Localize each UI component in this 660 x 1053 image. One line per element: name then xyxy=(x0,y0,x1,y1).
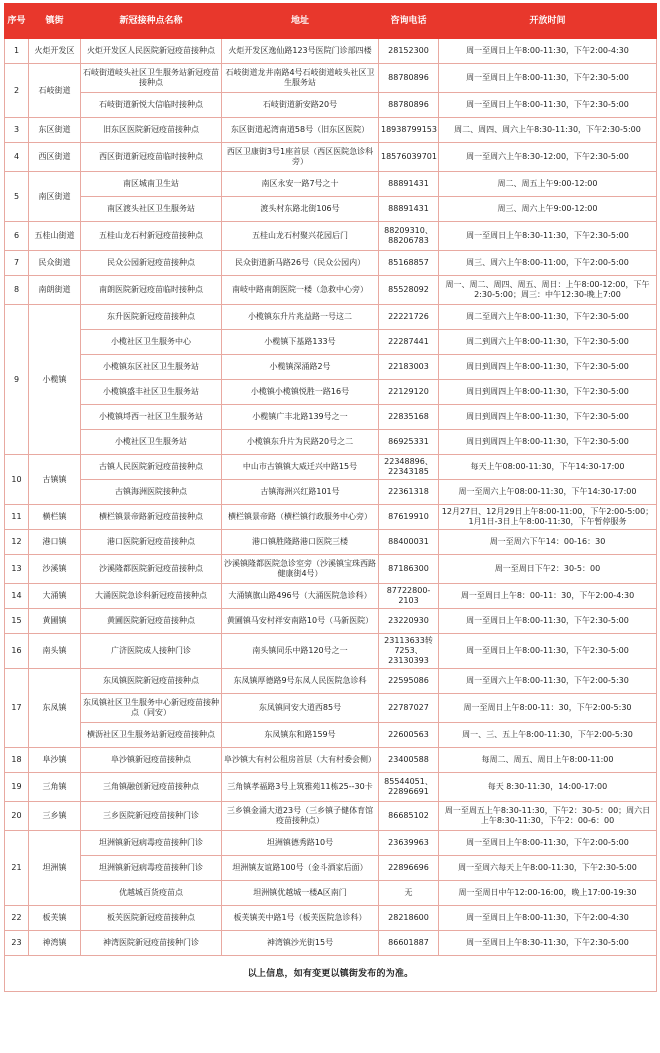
town-cell: 火炬开发区 xyxy=(29,39,81,64)
hours-cell: 周二、周五上午9:00-12:00 xyxy=(439,172,657,197)
town-cell: 东凤镇 xyxy=(29,669,81,748)
seq-cell: 4 xyxy=(5,143,29,172)
phone-cell: 18938799153 xyxy=(379,118,439,143)
phone-cell: 23400588 xyxy=(379,748,439,773)
phone-cell: 无 xyxy=(379,881,439,906)
site-name-cell: 小榄镇埒西一社区卫生服务站 xyxy=(81,405,222,430)
town-cell: 黄圃镇 xyxy=(29,609,81,634)
town-cell: 三角镇 xyxy=(29,773,81,802)
hours-cell: 周一至周日上午8:00-11:30，下午2:00-4:30 xyxy=(439,39,657,64)
seq-cell: 7 xyxy=(5,251,29,276)
hours-cell: 周一至周六上午8:30-12:00，下午2:30-5:00 xyxy=(439,143,657,172)
table-row xyxy=(5,455,657,480)
seq-cell: 13 xyxy=(5,555,29,584)
header-site-name: 新冠接种点名称 xyxy=(81,4,222,39)
seq-cell: 12 xyxy=(5,530,29,555)
vaccination-table-container xyxy=(4,3,656,992)
seq-cell: 21 xyxy=(5,831,29,906)
seq-cell: 19 xyxy=(5,773,29,802)
address-cell: 坦洲镇德秀路10号 xyxy=(222,831,379,856)
phone-cell: 22221726 xyxy=(379,305,439,330)
table-row xyxy=(5,609,657,634)
address-cell: 沙溪镇隆都医院急诊室旁（沙溪镇宝珠西路健康街4号） xyxy=(222,555,379,584)
table-row xyxy=(5,723,657,748)
hours-cell: 周日到周四上午8:00-11:30，下午2:30-5:00 xyxy=(439,405,657,430)
table-row xyxy=(5,856,657,881)
phone-cell: 22896696 xyxy=(379,856,439,881)
hours-cell: 周一、周二、周四、周五、周日：上午8:00-12:00，下午2:30-5:00；周三：中午12:30-晚上7:00 xyxy=(439,276,657,305)
table-row xyxy=(5,64,657,93)
hours-cell: 周一至周六上午8:00-11:30，下午2:00-5:30 xyxy=(439,669,657,694)
table-header-row xyxy=(5,4,657,39)
site-name-cell: 东凤镇社区卫生服务中心新冠疫苗接种点（同安） xyxy=(81,694,222,723)
phone-cell: 88400031 xyxy=(379,530,439,555)
table-row xyxy=(5,305,657,330)
site-name-cell: 横栏镇景帝路新冠疫苗接种点 xyxy=(81,505,222,530)
header-phone: 咨询电话 xyxy=(379,4,439,39)
hours-cell: 周一至周日上午8:00-11:30，下午2:00-5:00 xyxy=(439,831,657,856)
table-row xyxy=(5,505,657,530)
phone-cell: 86601887 xyxy=(379,931,439,956)
table-row xyxy=(5,355,657,380)
hours-cell: 每天 8:30-11:30，14:00-17:00 xyxy=(439,773,657,802)
hours-cell: 周三、周六上午8:00-11:00，下午2:00-5:00 xyxy=(439,251,657,276)
phone-cell: 88780896 xyxy=(379,93,439,118)
phone-cell: 86685102 xyxy=(379,802,439,831)
site-name-cell: 黄圃医院新冠疫苗接种点 xyxy=(81,609,222,634)
hours-cell: 周一至周日上午8:30-11:30，下午2:30-5:00 xyxy=(439,931,657,956)
table-row xyxy=(5,694,657,723)
hours-cell: 周一至周日上午8：00-11：30，下午2:00-4:30 xyxy=(439,584,657,609)
phone-cell: 87722800-2103 xyxy=(379,584,439,609)
site-name-cell: 坦洲镇新冠病毒疫苗接种门诊 xyxy=(81,856,222,881)
address-cell: 民众街道新马路26号（民众公园内） xyxy=(222,251,379,276)
site-name-cell: 东升医院新冠疫苗接种点 xyxy=(81,305,222,330)
phone-cell: 85528092 xyxy=(379,276,439,305)
phone-cell: 86925331 xyxy=(379,430,439,455)
seq-cell: 1 xyxy=(5,39,29,64)
seq-cell: 2 xyxy=(5,64,29,118)
town-cell: 西区街道 xyxy=(29,143,81,172)
site-name-cell: 广济医院成人接种门诊 xyxy=(81,634,222,669)
site-name-cell: 沙溪隆都医院新冠疫苗接种点 xyxy=(81,555,222,584)
hours-cell: 周二至周六上午8:00-11:30，下午2:30-5:00 xyxy=(439,305,657,330)
address-cell: 横栏镇景帝路（横栏镇行政服务中心旁） xyxy=(222,505,379,530)
phone-cell: 88209310、88206783 xyxy=(379,222,439,251)
hours-cell: 周一至周日上午8:00-11:30，下午2:30-5:00 xyxy=(439,64,657,93)
phone-cell: 88891431 xyxy=(379,172,439,197)
phone-cell: 23220930 xyxy=(379,609,439,634)
table-row xyxy=(5,530,657,555)
footer-note: 以上信息，如有变更以镇街发布的为准。 xyxy=(5,956,657,992)
site-name-cell: 优越城百货疫苗点 xyxy=(81,881,222,906)
hours-cell: 周二到周六上午8:00-11:30，下午2:30-5:00 xyxy=(439,330,657,355)
seq-cell: 16 xyxy=(5,634,29,669)
hours-cell: 周一至周六每天上午8:00-11:30，下午2:30-5:00 xyxy=(439,856,657,881)
site-name-cell: 小榄镇盛丰社区卫生服务站 xyxy=(81,380,222,405)
address-cell: 古镇海洲兴红路101号 xyxy=(222,480,379,505)
phone-cell: 23113633转7253、23130393 xyxy=(379,634,439,669)
header-seq: 序号 xyxy=(5,4,29,39)
header-town: 镇街 xyxy=(29,4,81,39)
seq-cell: 11 xyxy=(5,505,29,530)
site-name-cell: 火炬开发区人民医院新冠疫苗接种点 xyxy=(81,39,222,64)
town-cell: 神湾镇 xyxy=(29,931,81,956)
address-cell: 渡头村东路北街106号 xyxy=(222,197,379,222)
address-cell: 黄圃镇马安村祥安南路10号（马新医院） xyxy=(222,609,379,634)
site-name-cell: 三乡医院新冠疫苗接种门诊 xyxy=(81,802,222,831)
table-row xyxy=(5,222,657,251)
address-cell: 五桂山龙石村聚兴花园后门 xyxy=(222,222,379,251)
seq-cell: 15 xyxy=(5,609,29,634)
phone-cell: 28218600 xyxy=(379,906,439,931)
table-row xyxy=(5,931,657,956)
town-cell: 五桂山街道 xyxy=(29,222,81,251)
hours-cell: 周日到周四上午8:00-11:30，下午2:30-5:00 xyxy=(439,380,657,405)
address-cell: 西区卫康街3号1座首层（西区医院急诊科旁） xyxy=(222,143,379,172)
hours-cell: 周一至周日上午8:00-11:30，下午2:30-5:00 xyxy=(439,609,657,634)
address-cell: 坦洲镇友谊路100号（金斗酒家后面） xyxy=(222,856,379,881)
site-name-cell: 小榄社区卫生服务站 xyxy=(81,430,222,455)
phone-cell: 85544051、22896691 xyxy=(379,773,439,802)
site-name-cell: 西区街道新冠疫苗临时接种点 xyxy=(81,143,222,172)
town-cell: 横栏镇 xyxy=(29,505,81,530)
table-row xyxy=(5,251,657,276)
site-name-cell: 古镇人民医院新冠疫苗接种点 xyxy=(81,455,222,480)
town-cell: 民众街道 xyxy=(29,251,81,276)
table-row xyxy=(5,172,657,197)
hours-cell: 周一至周日上午8:30-11:30，下午2:30-5:00 xyxy=(439,222,657,251)
site-name-cell: 石岐街道岐头社区卫生服务站新冠疫苗接种点 xyxy=(81,64,222,93)
address-cell: 南岐中路南朗医院一楼（急救中心旁） xyxy=(222,276,379,305)
address-cell: 石岐街道龙井南路4号石岐街道岐头社区卫生服务站 xyxy=(222,64,379,93)
site-name-cell: 南区城南卫生站 xyxy=(81,172,222,197)
table-body xyxy=(5,39,657,956)
table-row xyxy=(5,555,657,584)
address-cell: 东凤镇东和路159号 xyxy=(222,723,379,748)
phone-cell: 22287441 xyxy=(379,330,439,355)
hours-cell: 周一至周日上午8:00-11:30，下午2:30-5:00 xyxy=(439,93,657,118)
site-name-cell: 五桂山龙石村新冠疫苗接种点 xyxy=(81,222,222,251)
address-cell: 火炬开发区逸仙路123号医院门诊部四楼 xyxy=(222,39,379,64)
site-name-cell: 坦洲镇新冠病毒疫苗接种门诊 xyxy=(81,831,222,856)
phone-cell: 22361318 xyxy=(379,480,439,505)
address-cell: 坦洲镇优越城一楼A区南门 xyxy=(222,881,379,906)
phone-cell: 88891431 xyxy=(379,197,439,222)
table-row xyxy=(5,118,657,143)
seq-cell: 18 xyxy=(5,748,29,773)
seq-cell: 14 xyxy=(5,584,29,609)
site-name-cell: 神湾医院新冠疫苗接种门诊 xyxy=(81,931,222,956)
town-cell: 南朗街道 xyxy=(29,276,81,305)
table-row xyxy=(5,430,657,455)
seq-cell: 10 xyxy=(5,455,29,505)
header-hours: 开放时间 xyxy=(439,4,657,39)
address-cell: 小榄镇深涌路2号 xyxy=(222,355,379,380)
address-cell: 小榄镇小榄镇悦胜一路16号 xyxy=(222,380,379,405)
phone-cell: 87186300 xyxy=(379,555,439,584)
table-row xyxy=(5,634,657,669)
table-row xyxy=(5,881,657,906)
table-row xyxy=(5,276,657,305)
town-cell: 三乡镇 xyxy=(29,802,81,831)
hours-cell: 周一至周日中午12:00-16:00，晚上17:00-19:30 xyxy=(439,881,657,906)
table-row xyxy=(5,197,657,222)
phone-cell: 23639963 xyxy=(379,831,439,856)
address-cell: 大涌镇旗山路496号（大涌医院急诊科） xyxy=(222,584,379,609)
town-cell: 石岐街道 xyxy=(29,64,81,118)
header-address: 地址 xyxy=(222,4,379,39)
town-cell: 港口镇 xyxy=(29,530,81,555)
address-cell: 小榄镇东升片为民路20号之二 xyxy=(222,430,379,455)
phone-cell: 88780896 xyxy=(379,64,439,93)
address-cell: 小榄镇下基路133号 xyxy=(222,330,379,355)
site-name-cell: 横沥社区卫生服务站新冠疫苗接种点 xyxy=(81,723,222,748)
table-row xyxy=(5,480,657,505)
town-cell: 沙溪镇 xyxy=(29,555,81,584)
phone-cell: 22600563 xyxy=(379,723,439,748)
table-row xyxy=(5,773,657,802)
address-cell: 南区永安一路7号之十 xyxy=(222,172,379,197)
phone-cell: 22595086 xyxy=(379,669,439,694)
town-cell: 坦洲镇 xyxy=(29,831,81,906)
table-row xyxy=(5,93,657,118)
address-cell: 神湾镇沙光街15号 xyxy=(222,931,379,956)
seq-cell: 6 xyxy=(5,222,29,251)
phone-cell: 22348896、22343185 xyxy=(379,455,439,480)
table-row xyxy=(5,584,657,609)
vaccination-sites-table xyxy=(4,3,657,992)
phone-cell: 22787027 xyxy=(379,694,439,723)
hours-cell: 周一至周六上午08:00-11:30，下午14:30-17:00 xyxy=(439,480,657,505)
table-row xyxy=(5,906,657,931)
hours-cell: 周二、周四、周六上午8:30-11:30，下午2:30-5:00 xyxy=(439,118,657,143)
phone-cell: 18576039701 xyxy=(379,143,439,172)
address-cell: 南头镇同乐中路120号之一 xyxy=(222,634,379,669)
site-name-cell: 南区渡头社区卫生服务站 xyxy=(81,197,222,222)
address-cell: 石岐街道新安路20号 xyxy=(222,93,379,118)
phone-cell: 87619910 xyxy=(379,505,439,530)
town-cell: 东区街道 xyxy=(29,118,81,143)
site-name-cell: 大涌医院急诊科新冠疫苗接种点 xyxy=(81,584,222,609)
site-name-cell: 港口医院新冠疫苗接种点 xyxy=(81,530,222,555)
hours-cell: 周一至周日上午8:00-11:30，下午2:00-4:30 xyxy=(439,906,657,931)
phone-cell: 28152300 xyxy=(379,39,439,64)
hours-cell: 周一至周六下午14：00-16：30 xyxy=(439,530,657,555)
table-row xyxy=(5,330,657,355)
town-cell: 南区街道 xyxy=(29,172,81,222)
table-row xyxy=(5,405,657,430)
hours-cell: 周一至周日下午2：30-5：00 xyxy=(439,555,657,584)
address-cell: 中山市古镇镇大威迁兴中路15号 xyxy=(222,455,379,480)
address-cell: 东凤镇厚德路9号东凤人民医院急诊科 xyxy=(222,669,379,694)
site-name-cell: 石岐街道新悦大信临时接种点 xyxy=(81,93,222,118)
address-cell: 港口镇胜隆路港口医院三楼 xyxy=(222,530,379,555)
phone-cell: 22835168 xyxy=(379,405,439,430)
table-row xyxy=(5,380,657,405)
seq-cell: 3 xyxy=(5,118,29,143)
hours-cell: 周日到周四上午8:00-11:30，下午2:30-5:00 xyxy=(439,355,657,380)
address-cell: 三角镇孝福路3号上筑雅苑11栋25--30卡 xyxy=(222,773,379,802)
site-name-cell: 东凤镇医院新冠疫苗接种点 xyxy=(81,669,222,694)
table-row xyxy=(5,669,657,694)
phone-cell: 22183003 xyxy=(379,355,439,380)
site-name-cell: 旧东区医院新冠疫苗接种点 xyxy=(81,118,222,143)
site-name-cell: 板芙医院新冠疫苗接种点 xyxy=(81,906,222,931)
seq-cell: 23 xyxy=(5,931,29,956)
phone-cell: 22129120 xyxy=(379,380,439,405)
town-cell: 大涌镇 xyxy=(29,584,81,609)
table-row xyxy=(5,748,657,773)
hours-cell: 周日到周四上午8:00-11:30，下午2:30-5:00 xyxy=(439,430,657,455)
hours-cell: 周一至周五上午8:30-11:30，下午2：30-5：00；周六日上午8:30-11:30，下午2：00-6：00 xyxy=(439,802,657,831)
site-name-cell: 小榄社区卫生服务中心 xyxy=(81,330,222,355)
site-name-cell: 阜沙镇新冠疫苗接种点 xyxy=(81,748,222,773)
table-row xyxy=(5,143,657,172)
hours-cell: 周一至周日上午8:00-11:30，下午2:30-5:00 xyxy=(439,634,657,669)
hours-cell: 周一至周日上午8:00-11：30，下午2:00-5:30 xyxy=(439,694,657,723)
seq-cell: 9 xyxy=(5,305,29,455)
address-cell: 阜沙镇大有村公租房首层（大有村委会侧） xyxy=(222,748,379,773)
address-cell: 东凤镇同安大道西85号 xyxy=(222,694,379,723)
site-name-cell: 民众公园新冠疫苗接种点 xyxy=(81,251,222,276)
seq-cell: 8 xyxy=(5,276,29,305)
address-cell: 三乡镇金涌大道23号（三乡镇子健体育馆疫苗接种点） xyxy=(222,802,379,831)
seq-cell: 20 xyxy=(5,802,29,831)
address-cell: 小榄镇东升片兆益路一号这二 xyxy=(222,305,379,330)
town-cell: 板芙镇 xyxy=(29,906,81,931)
table-row xyxy=(5,39,657,64)
table-row xyxy=(5,831,657,856)
hours-cell: 周三、周六上午9:00-12:00 xyxy=(439,197,657,222)
hours-cell: 周一、三、五上午8:00-11:30，下午2:00-5:30 xyxy=(439,723,657,748)
town-cell: 阜沙镇 xyxy=(29,748,81,773)
hours-cell: 每周二、周五、周日上午8:00-11:00 xyxy=(439,748,657,773)
site-name-cell: 小榄镇东区社区卫生服务站 xyxy=(81,355,222,380)
town-cell: 南头镇 xyxy=(29,634,81,669)
address-cell: 小榄镇广丰北路139号之一 xyxy=(222,405,379,430)
hours-cell: 每天上午08:00-11:30，下午14:30-17:00 xyxy=(439,455,657,480)
town-cell: 小榄镇 xyxy=(29,305,81,455)
address-cell: 东区街道起湾南道58号（旧东区医院） xyxy=(222,118,379,143)
town-cell: 古镇镇 xyxy=(29,455,81,505)
hours-cell: 12月27日、12月29日上午8:00-11:00，下午2:00-5:00；1月1日-3日上午8:00-11:30，下午暂停服务 xyxy=(439,505,657,530)
address-cell: 板芙镇芙中路1号（板芙医院急诊科） xyxy=(222,906,379,931)
phone-cell: 85168857 xyxy=(379,251,439,276)
site-name-cell: 南朗医院新冠疫苗临时接种点 xyxy=(81,276,222,305)
table-row xyxy=(5,802,657,831)
site-name-cell: 古镇海洲医院接种点 xyxy=(81,480,222,505)
seq-cell: 22 xyxy=(5,906,29,931)
site-name-cell: 三角镇融创新冠疫苗接种点 xyxy=(81,773,222,802)
seq-cell: 17 xyxy=(5,669,29,748)
seq-cell: 5 xyxy=(5,172,29,222)
